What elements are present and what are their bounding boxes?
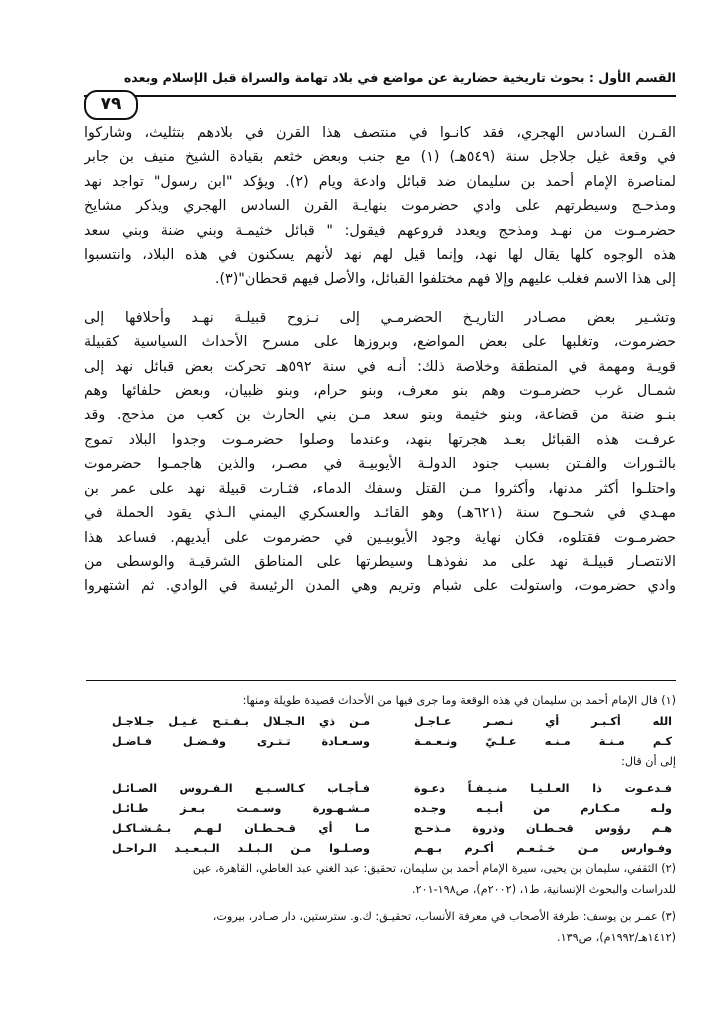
verse-line [112, 711, 672, 731]
footnotes [84, 690, 676, 948]
footnote-3-line: (٣) عمـر بن يوسف: طرفة الأصحاب في معرفة الأنساب، تحقيـق: ك.و. سترستين، دار صـادر، بيروت، [212, 910, 676, 923]
text-line: وتشـير بعض مصـادر التاريـخ الحضرمـي إلى نـزوح قبيلـة نهـد وأحلافها إلى [84, 309, 676, 326]
text-line: إلى هذا الاسم فغلب عليهم وإلا فهم مختلفوا القبائل، والأصل فيهم قحطان"(٣). [214, 271, 676, 288]
text-line: في وقعة غيل جلاجل سنة (٥٤٩هـ) (١) مع جنب وبعض خثعم بقيادة الشيخ منيف بن جابر [84, 149, 676, 166]
text-line: بالثـورات والفـتن بسبب جنود الدولـة الأيوبيـة في مصـر، والذين هاجمـوا حضرموت [84, 456, 676, 473]
verse-first-hemistich: ولـه مـكـارم من أبـيـه وجـده [414, 802, 672, 815]
text-line: واحتلـوا أكثر مدنها، وأكثروا مـن القتل وسفك الدماء، فثـارت قبيلة نهد على عمر بن [84, 480, 676, 497]
verse-first-hemistich: كـم مـنـة مـنـه عـلـيّ ونـعـمـة [414, 735, 672, 748]
verse-line [112, 798, 672, 818]
text-line: ومذحـج وسيطرتهم على وادي حضرموت بنهايـة القرن السادس الهجري ويذكر مشايخ [84, 198, 676, 215]
text-line: الانتصـار قبيلـة نهد على مد نفوذهـا وسيطرتها على المناطق الشرقيـة والوسطى من [84, 553, 676, 570]
verse-second-hemistich: مـا أي قـحـطـان لـهـم بـمُـشـاكـل [112, 822, 370, 835]
verse-second-hemistich: وصـلـوا مـن الـبـلـد الـبـعـيـد الـراحـل [112, 842, 370, 855]
verse-line [112, 731, 672, 751]
text-line: حضرمـوت من نهـد ومذحج ويعدد فروعهم فيقول: " قبائل خثيمـة وبني ضنة وبني سعد [84, 222, 676, 239]
verse-first-hemistich: فـدعـوت ذا العـلـيـا منـيـفـاً دعـوة [414, 782, 672, 795]
main-text [84, 121, 676, 599]
text-line: هذه الوجوه كلها يقال لها نهد، وإنما قيل لهم نهد لأنهم يسكنون في هذه البلاد، وانتسبوا [84, 247, 676, 264]
verse-second-hemistich: فـأجـاب كـالسـبـع الـفـروس الصـائـل [112, 782, 370, 795]
header-title: القسم الأول : بحوث تاريخية حضارية عن مواضع في بلاد تهامة والسراة قبل الإسلام وبعده [123, 70, 676, 85]
footnote-separator [86, 680, 676, 681]
text-line: حضرمـوت فقتلوه، فكان نهاية وجود الأيوبيـين في حضرموت على أيديهم. فساعد هذا [84, 529, 676, 546]
text-line: القـرن السادس الهجري، فقد كانـوا في منتصف هذا القرن في بلادهم بتثليث، وشاركوا [84, 125, 676, 141]
verse-line [112, 818, 672, 838]
text-line: مهـدي في شحـوح سنة (٦٢١هـ) وهو القائـد والعسكري اليمني الـذي يقود الحملة في [84, 505, 676, 522]
verse-first-hemistich: هـم رؤوس قحـطـان وذروة مـذحـج [414, 822, 672, 835]
paragraph-2 [84, 306, 676, 599]
verse-second-hemistich: مـن ذي الـجـلال بـفـتـح غـيـل جـلاجـل [112, 715, 370, 728]
verse-first-hemistich: الله أكـبـر أي نـصـر عـاجـل [414, 715, 672, 728]
text-line: عرفـت هذه القبائل بعـد هجرتها بنهد، وعندما وصلوا حضرمـوت وجدوا البلاد تموج [84, 431, 676, 448]
verse-second-hemistich: وسـعـادة تـتـرى وفـضـل فـاضـل [112, 735, 370, 748]
verse-first-hemistich: وفـوارس مـن خـثـعـم أكـرم بـهـم [414, 842, 672, 855]
text-line: بنـو ضنة من قضاعة، وبنو خثيمة وبنو سعد مـن بني الحارث بن كعب من مذحج. وقد [84, 407, 676, 424]
text-line: حضرموت، وتغلبها على بعض المواضع، وبروزها على مسرح الأحداث السياسية كقبيلة [84, 334, 676, 351]
header-rule [84, 95, 676, 97]
verse-line [112, 778, 672, 798]
text-line: قويـة ومهمة في المنطقة وخلاصة ذلك: أنـه في سنة ٥٩٢هـ تحركت بعض قبائل نهد إلى [84, 358, 676, 375]
text-line: شمـال غرب حضرمـوت وهم بنو معرف، وبنو حرام، وبنو ظبيان، وبعض حلفائها وهم [84, 383, 676, 400]
footnote-2-line: للدراسات والبحوث الإنسانية، ط١، (٢٠٠٢م)، ص١٩٨-٢٠١. [411, 883, 676, 896]
page-number: ٧٩ [84, 90, 138, 120]
verse-line [112, 838, 672, 858]
paragraph-1 [84, 121, 676, 292]
verse-second-hemistich: مـشـهـورة وسـمـت بـعـز طـائـل [112, 802, 370, 815]
footnote-1-intro: (١) قال الإمام أحمد بن سليمان في هذه الوقعة وما جرى فيها من الأحداث قصيدة طويلة ومنها: [242, 694, 676, 707]
footnote-2-line: (٢) الثقفي، سليمان بن يحيى، سيرة الإمام أحمد بن سليمان، تحقيق: عبد الغني عبد العاطي، القاهرة، عين [192, 862, 676, 875]
running-header [84, 66, 676, 114]
footnote-3-line: (١٤١٢هـ/١٩٩٢م)، ص١٣٩. [557, 931, 676, 944]
text-line: وادي حضرموت، واستولت على شبام وتريم وهي المدن الرئيسة في الوادي. ثم اشتهروا [84, 578, 676, 595]
text-line: لمناصرة الإمام أحمد بن سليمان ضد قبائل وادعة ويام (٢). ويؤكد "ابن رسول" تواجد نهد [84, 173, 676, 190]
verse-transition: إلى أن قال: [621, 755, 676, 768]
